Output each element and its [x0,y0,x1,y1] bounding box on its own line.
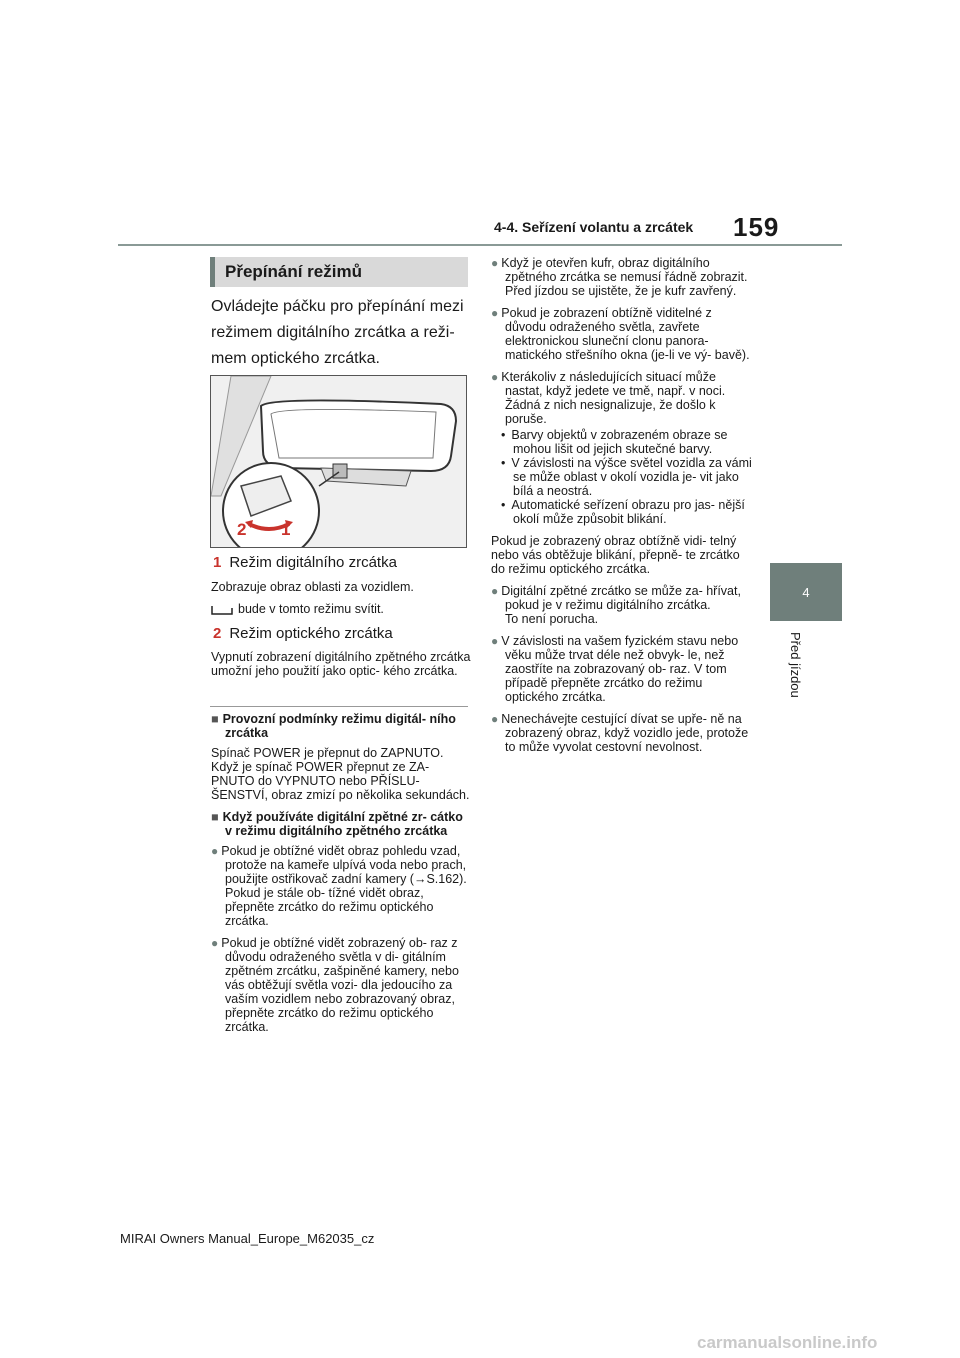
note-bullet: ● Pokud je obtížné vidět obraz pohledu vzad, protože na kameře ulpívá voda nebo prach, použijte ostřikovač zadní kamery (→S.162). Pokud je stále ob- tížné vidět obraz, přepněte zrcátko do režimu optického zrcátka. [211,844,473,928]
right-notes [491,256,753,762]
intro-text: Ovládejte páčku pro přepínání mezi režimem digitálního zrcátka a reži- mem optického zrcátka. [211,298,464,367]
section-header-title: 4-4. Seřízení volantu a zrcátek [494,219,694,235]
callout-2: 2 [237,520,247,539]
mode-desc-optical: Vypnutí zobrazení digitálního zpětného zrcátka umožní jeho použití jako optic- kého zrcátka. [211,650,471,678]
sub-bullet: • V závislosti na výšce světel vozidla za vámi se může oblast v okolí vozidla je- vit jako bílá a neostrá. [491,456,753,498]
note-bullet: ● Pokud je zobrazení obtížně viditelné z důvodu odraženého světla, zavřete elektronickou sluneční clonu panora- matického střešního okna (je-li ve vý- bavě). [491,306,753,362]
manual-footer: MIRAI Owners Manual_Europe_M62035_cz [120,1231,375,1246]
sub-bullet: • Automatické seřízení obrazu pro jas- nější okolí může způsobit blikání. [491,498,753,526]
note-subtext: To není porucha. [505,612,599,626]
note-bullet: ● Když je otevřen kufr, obraz digitálního zpětného zrcátka se nemusí řádně zobrazit. Před jízdou se ujistěte, že je kufr zavřený. [491,256,753,298]
mode-number: 2 [213,625,222,642]
mode-item-optical [213,625,393,642]
note-bullet: ● Nenechávejte cestující dívat se upře- ně na zobrazený obraz, když vozidlo jede, protože to může vyvolat cestovní nevolnost. [491,712,753,754]
mirror-indicator-icon [211,605,233,615]
chapter-number: 4 [802,584,810,600]
note-paragraph: Pokud je zobrazený obraz obtížně vidi- telný nebo vás obtěžuje blikání, přepně- te zrcátko do režimu optického zrcátka. [491,534,740,576]
rearview-mirror-drawing [211,376,467,548]
indicator-line [211,602,384,616]
watermark: carmanualsonline.info [697,1333,878,1352]
chapter-label: Před jízdou [788,632,803,698]
note-bullet: ● Kterákoliv z následujících situací může nastat, když jedete ve tmě, např. v noci. Žádná z nich nesignalizuje, že došlo k poruše. [491,370,753,426]
indicator-text: bude v tomto režimu svítit. [238,602,384,616]
mode-title: Režim optického zrcátka [229,625,393,642]
callout-1: 1 [281,520,291,539]
header-divider [118,244,842,246]
mode-title: Režim digitálního zrcátka [229,554,397,571]
section-divider [210,706,468,707]
mode-item-digital [213,554,397,571]
left-notes [211,712,473,1042]
mode-number: 1 [213,554,222,571]
section-heading: Přepínání režimů [210,257,468,287]
mode-desc-digital: Zobrazuje obraz oblasti za vozidlem. [211,580,414,594]
mirror-illustration [210,375,467,548]
note-title: ■ Provozní podmínky režimu digitál- ního zrcátka [211,712,473,740]
note-text: Spínač POWER je přepnut do ZAPNUTO. Když je spínač POWER přepnut ze ZA- PNUTO do VYPNUTO nebo PŘÍSLU- ŠENSTVÍ, obraz zmizí po několika sekundách. [211,746,470,802]
chapter-tab[interactable] [770,563,842,621]
note-title: ■ Když používáte digitální zpětné zr- cátko v režimu digitálního zpětného zrcátka [211,810,473,838]
note-bullet: ● Pokud je obtížné vidět zobrazený ob- raz z důvodu odraženého světla v di- gitálním zpětném zrcátku, zašpiněné kamery, nebo vás obtěžují světla vozi- dla jedoucího za vaším vozidlem nebo zobrazovaný obraz, přepněte zrcátko do režimu optického zrcátka. [211,936,473,1034]
sub-bullet: • Barvy objektů v zobrazeném obraze se mohou lišit od jejich skutečné barvy. [491,428,753,456]
note-bullet: ● Digitální zpětné zrcátko se může za- hřívat, pokud je v režimu digitálního zrcátka. [491,584,753,612]
page-number: 159 [733,212,780,242]
note-bullet: ● V závislosti na vašem fyzickém stavu nebo věku může trvat déle než obvyk- le, než zaostříte na zobrazovaný ob- raz. V tom případě přepněte zrcátko do režimu optického zrcátka. [491,634,753,704]
